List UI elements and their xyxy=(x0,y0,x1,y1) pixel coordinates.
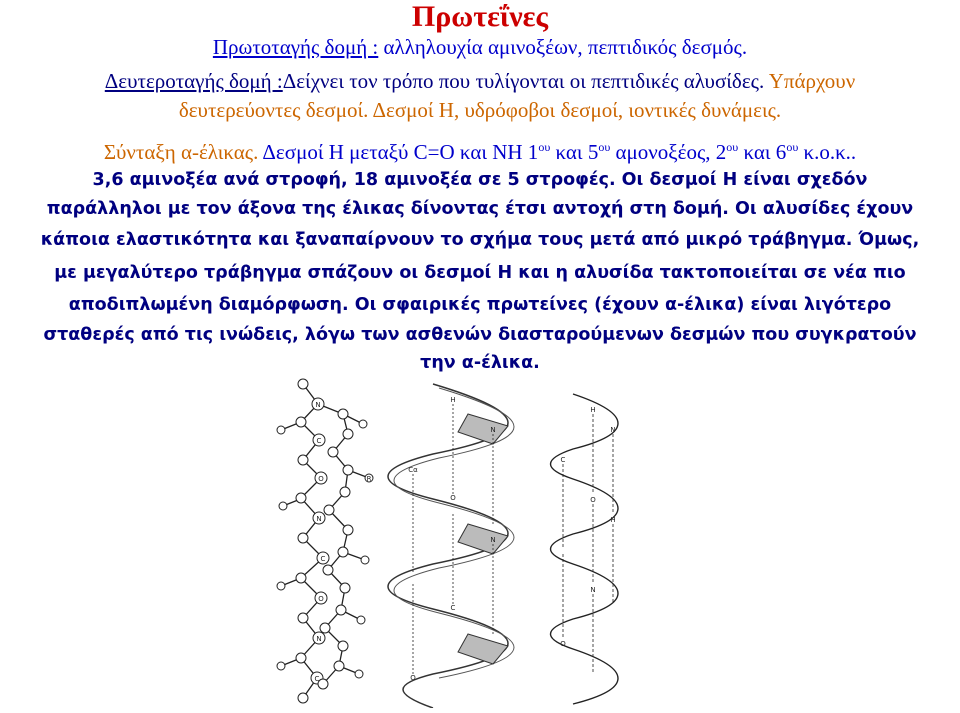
svg-text:N: N xyxy=(316,635,322,643)
body-line: αποδιπλωμένη διαμόρφωση. Οι σφαιρικές πρωτείνες (έχουν α-έλικα) είναι λιγότερο xyxy=(68,295,892,315)
secondary-structure-line-1 xyxy=(0,68,960,94)
secondary-structure-text-1: Δείχνει τον τρόπο που τυλίγονται οι πεπτιδικές αλυσίδες. xyxy=(282,69,769,93)
ordinal-sup-3: ου xyxy=(726,140,739,154)
svg-text:O: O xyxy=(450,494,456,502)
ordinal-sup-4: ου xyxy=(786,140,799,154)
svg-text:C: C xyxy=(316,437,322,445)
alpha-helix-text-a: Δεσμοί H μεταξύ C=O και NH 1 xyxy=(258,140,539,164)
svg-text:H: H xyxy=(450,396,456,404)
svg-text:C: C xyxy=(320,555,326,563)
body-line: σταθερές από τις ινώδεις, λόγω των ασθενών διασταρούμενων δεσμών που συγκρατούν xyxy=(43,325,917,345)
atom-circles xyxy=(277,379,373,703)
secondary-structure-label: Δευτεροταγής δομή : xyxy=(104,69,283,93)
ordinal-sup-2: ου xyxy=(598,140,611,154)
svg-text:N: N xyxy=(316,515,322,523)
body-line: με μεγαλύτερο τράβηγμα σπάζουν οι δεσμοί H και η αλυσίδα τακτοποιείται σε νέα πιο xyxy=(54,263,906,283)
primary-structure-text: αλληλουχία αμινοξέων, πεπτιδικός δεσμός. xyxy=(378,35,748,59)
alpha-helix-illustration xyxy=(253,374,651,708)
body-line: την α-έλικα. xyxy=(420,353,540,373)
svg-text:N: N xyxy=(590,586,596,594)
svg-text:N: N xyxy=(315,401,321,409)
svg-text:N: N xyxy=(610,426,616,434)
page-title: Πρωτεΐνες xyxy=(411,0,549,33)
svg-text:C: C xyxy=(560,456,566,464)
alpha-helix-line xyxy=(0,138,960,166)
svg-text:O: O xyxy=(318,595,324,603)
svg-text:N: N xyxy=(490,536,496,544)
svg-text:C: C xyxy=(450,604,456,612)
secondary-structure-line-2: δευτερεύοντες δεσμοί. Δεσμοί H, υδρόφοβοι δεσμοί, ιοντικές δυνάμεις. xyxy=(178,98,782,122)
backbone-helix-model xyxy=(551,394,619,704)
svg-text:O: O xyxy=(318,475,324,483)
svg-text:R: R xyxy=(366,475,372,483)
alpha-helix-label: Σύνταξη α-έλικας. xyxy=(103,140,259,164)
ordinal-sup-1: ου xyxy=(538,140,551,154)
body-line: παράλληλοι με τον άξονα της έλικας δίνοντας έτσι αντοχή στη δομή. Οι αλυσίδες έχουν xyxy=(46,199,914,219)
alpha-helix-figure xyxy=(253,374,651,708)
alpha-helix-text-b: και 5 xyxy=(550,140,599,164)
body-line: 3,6 αμινοξέα ανά στροφή, 18 αμινοξέα σε 5 στροφές. Οι δεσμοί H είναι σχεδόν xyxy=(92,170,868,190)
ball-stick-model xyxy=(281,384,369,698)
alpha-helix-text-d: και 6 xyxy=(738,140,787,164)
svg-text:H: H xyxy=(610,516,616,524)
secondary-structure-text-1b: Υπάρχουν xyxy=(768,69,856,93)
svg-text:N: N xyxy=(490,426,496,434)
svg-text:O: O xyxy=(410,674,416,682)
alpha-helix-text-c: αμονοξέος, 2 xyxy=(610,140,727,164)
ribbon-helix-model xyxy=(388,384,514,708)
svg-text:Cα: Cα xyxy=(408,466,418,474)
primary-structure-line xyxy=(0,34,960,60)
primary-structure-label: Πρωτοταγής δομή : xyxy=(212,35,379,59)
alpha-helix-text-e: κ.ο.κ.. xyxy=(798,140,857,164)
svg-text:O: O xyxy=(560,640,566,648)
svg-text:H: H xyxy=(590,406,596,414)
svg-text:O: O xyxy=(590,496,596,504)
svg-text:C: C xyxy=(314,675,320,683)
body-line: κάποια ελαστικότητα και ξαναπαίρνουν το σχήμα τους μετά από μικρό τράβηγμα. Όμως, xyxy=(40,230,920,250)
